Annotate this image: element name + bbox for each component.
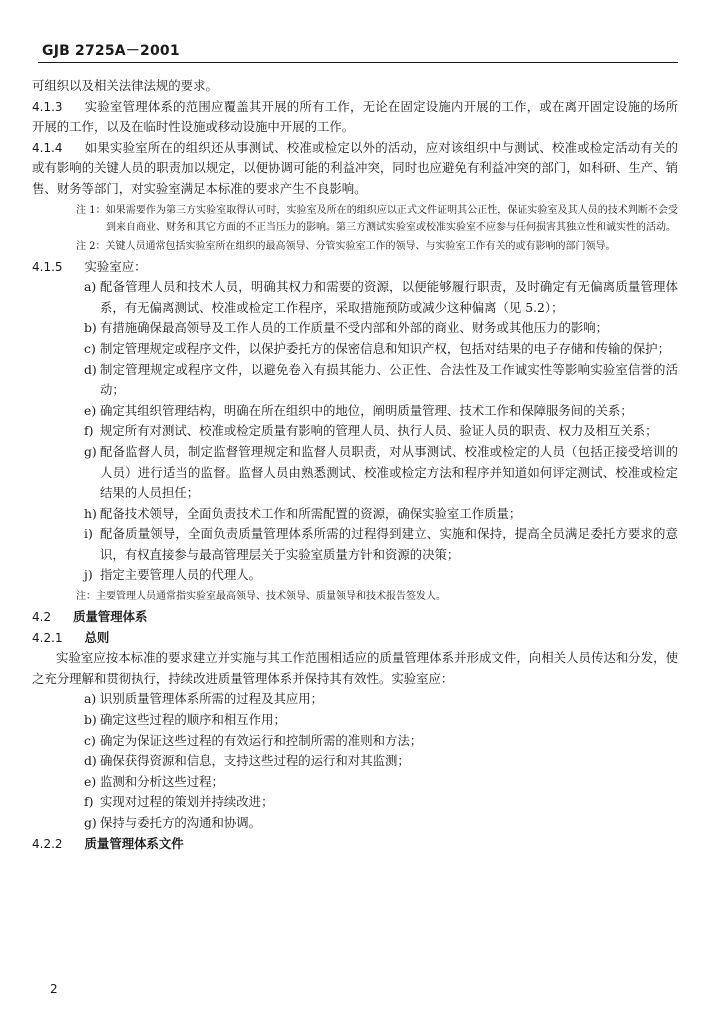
item-label: f): [84, 423, 94, 439]
list-item: [56, 710, 678, 731]
list-item: [56, 689, 678, 710]
list-item: [56, 731, 678, 752]
item-text: 监测和分析这些过程；: [100, 773, 224, 789]
item-text: 配备技术领导，全面负责技术工作和所需配置的资源，确保实验室工作质量；: [100, 505, 522, 521]
clause-4-1-5: [32, 257, 678, 278]
item-text: 确定为保证这些过程的有效运行和控制所需的准则和方法；: [100, 732, 423, 748]
note-1: [76, 202, 678, 236]
item-text: 指定主要管理人员的代理人。: [100, 567, 262, 583]
section-number: 4.2.2: [32, 836, 63, 851]
list-item: [56, 565, 678, 586]
note-label: 注 1：: [76, 204, 106, 216]
clause-number: 4.1.4: [32, 140, 63, 155]
item-text: 规定所有对测试、校准或检定质量有影响的管理人员、执行人员、验证人员的职责、权力及相互关系；: [100, 423, 658, 439]
section-title: 质量管理体系文件: [84, 835, 184, 851]
item-text: 确保获得资源和信息，支持这些过程的运行和对其监测；: [100, 753, 410, 769]
clause-text: 实验室管理体系的范围应覆盖其开展的所有工作，无论在固定设施内开展的工作，或在离开固定设施的场所开展的工作，以及在临时性设施或移动设施中开展的工作。: [32, 98, 678, 135]
list-item: [56, 421, 678, 442]
item-text: 确定这些过程的顺序和相互作用；: [100, 712, 286, 728]
note-text: 主要管理人员通常指实验室最高领导、技术领导、质量领导和技术报告签发人。: [96, 591, 446, 603]
item-text: 确定其组织管理结构，明确在所在组织中的地位，阐明质量管理、技术工作和保障服务间的关系；: [100, 402, 633, 418]
item-label: a): [84, 691, 97, 707]
clause-number: 4.1.5: [32, 259, 63, 274]
clause-4-1-3: [32, 97, 678, 138]
list-item: [56, 360, 678, 401]
item-label: c): [84, 340, 96, 356]
item-text: 实现对过程的策划并持续改进；: [100, 794, 274, 810]
section-4-2-1: [32, 628, 678, 649]
item-label: c): [84, 732, 96, 748]
item-label: f): [84, 794, 94, 810]
item-text: 配备质量领导，全面负责质量管理体系所需的过程得到建立、实施和保持，提高全员满足委托方要求的意识，有权直接参与最高管理层关于实验室质量方针和资源的决策；: [100, 526, 678, 562]
document-body: [32, 76, 679, 854]
clause-4-1-4: [32, 138, 678, 200]
section-number: 4.2.1: [32, 630, 63, 645]
section-title: 质量管理体系: [73, 609, 148, 625]
item-label: d): [84, 361, 97, 377]
item-label: h): [84, 505, 97, 521]
item-text: 保持与委托方的沟通和协调。: [100, 815, 262, 830]
section-4-2: [32, 607, 678, 628]
item-text: 有措施确保最高领导及工作人员的工作质量不受内部和外部的商业、财务或其他压力的影响；: [100, 320, 609, 336]
section-4-2-2: [32, 834, 678, 855]
item-text: 制定管理规定或程序文件，以避免卷入有损其能力、公正性、合法性及工作诚实性等影响实验室信誉的活动；: [100, 361, 678, 398]
item-label: g): [84, 815, 97, 830]
clause-title: 实验室应：: [84, 258, 147, 274]
item-text: 配备监督人员，制定监督管理规定和监督人员职责，对从事测试、校准或检定的人员（包括正接受培训的人员）进行适当的监督。监督人员由熟悉测试、校准或检定方法和程序并知道如何评定测试、校准或检定结果的人员担任；: [100, 443, 678, 501]
note-3: [76, 588, 678, 605]
section-number: 4.2: [32, 610, 52, 625]
item-label: d): [84, 753, 97, 769]
item-label: i): [84, 526, 93, 542]
list-item: [56, 813, 678, 834]
list-item: [56, 792, 678, 813]
item-text: 识别质量管理体系所需的过程及其应用；: [100, 691, 324, 707]
list-item: [56, 524, 678, 565]
item-label: e): [84, 402, 97, 418]
page-number: 2: [50, 982, 58, 996]
item-label: j): [84, 567, 93, 583]
list-item: [56, 772, 678, 793]
clause-number: 4.1.3: [32, 99, 63, 114]
section-4-2-1-text: 实验室应按本标准的要求建立并实施与其工作范围相适应的质量管理体系并形成文件，向相关人员传达和分发，使之充分理解和贯彻执行，持续改进质量管理体系并保持其有效性。实验室应：: [32, 650, 678, 686]
list-item: [56, 504, 678, 525]
note-label: 注 2：: [76, 240, 106, 252]
list-item: [56, 339, 678, 360]
note-2: [76, 238, 678, 255]
note-label: 注：: [76, 591, 96, 603]
list-item: [56, 401, 678, 422]
item-label: b): [84, 320, 97, 336]
item-text: 配备管理人员和技术人员，明确其权力和需要的资源，以便能够履行职责，及时确定有无偏离质量管理体系，有无偏离测试、校准或检定工作程序，采取措施预防或减少这种偏离（见 5.2）；: [100, 279, 678, 315]
note-text: 如果需要作为第三方实验室取得认可时，实验室及所在的组织应以正式文件证明其公正性，保证实验室及其人员的技术判断不会受到来自商业、财务和其它方面的不正当压力的影响。第三方测试实验室或校准实验室不应参与任何损害其独立性和诚实性的活动。: [105, 204, 679, 233]
item-text: 制定管理规定或程序文件，以保护委托方的保密信息和知识产权，包括对结果的电子存储和传输的保护；: [100, 340, 670, 356]
item-label: a): [84, 279, 97, 295]
continued-paragraph: 可组织以及相关法律法规的要求。: [32, 78, 218, 93]
list-item: [56, 318, 678, 339]
item-label: g): [84, 443, 97, 459]
list-item: [56, 751, 678, 772]
header-rule: [38, 62, 678, 63]
section-title: 总则: [84, 629, 110, 645]
clause-text: 如果实验室所在的组织还从事测试、校准或检定以外的活动，应对该组织中与测试、校准或检定活动有关的或有影响的关键人员的职责加以规定，以便协调可能的利益冲突，同时也应避免有利益冲突的部门，如科研、生产、销售、财务等部门，对实验室满足本标准的要求产生不良影响。: [32, 139, 678, 196]
item-label: e): [84, 773, 97, 789]
list-item: [56, 442, 678, 504]
list-item: [56, 277, 678, 318]
note-text: 关键人员通常包括实验室所在组织的最高领导、分管实验室工作的领导、与实验室工作有关的或有影响的部门领导。: [105, 240, 616, 252]
item-label: b): [84, 712, 97, 728]
standard-code: GJB 2725A－2001: [42, 43, 180, 59]
